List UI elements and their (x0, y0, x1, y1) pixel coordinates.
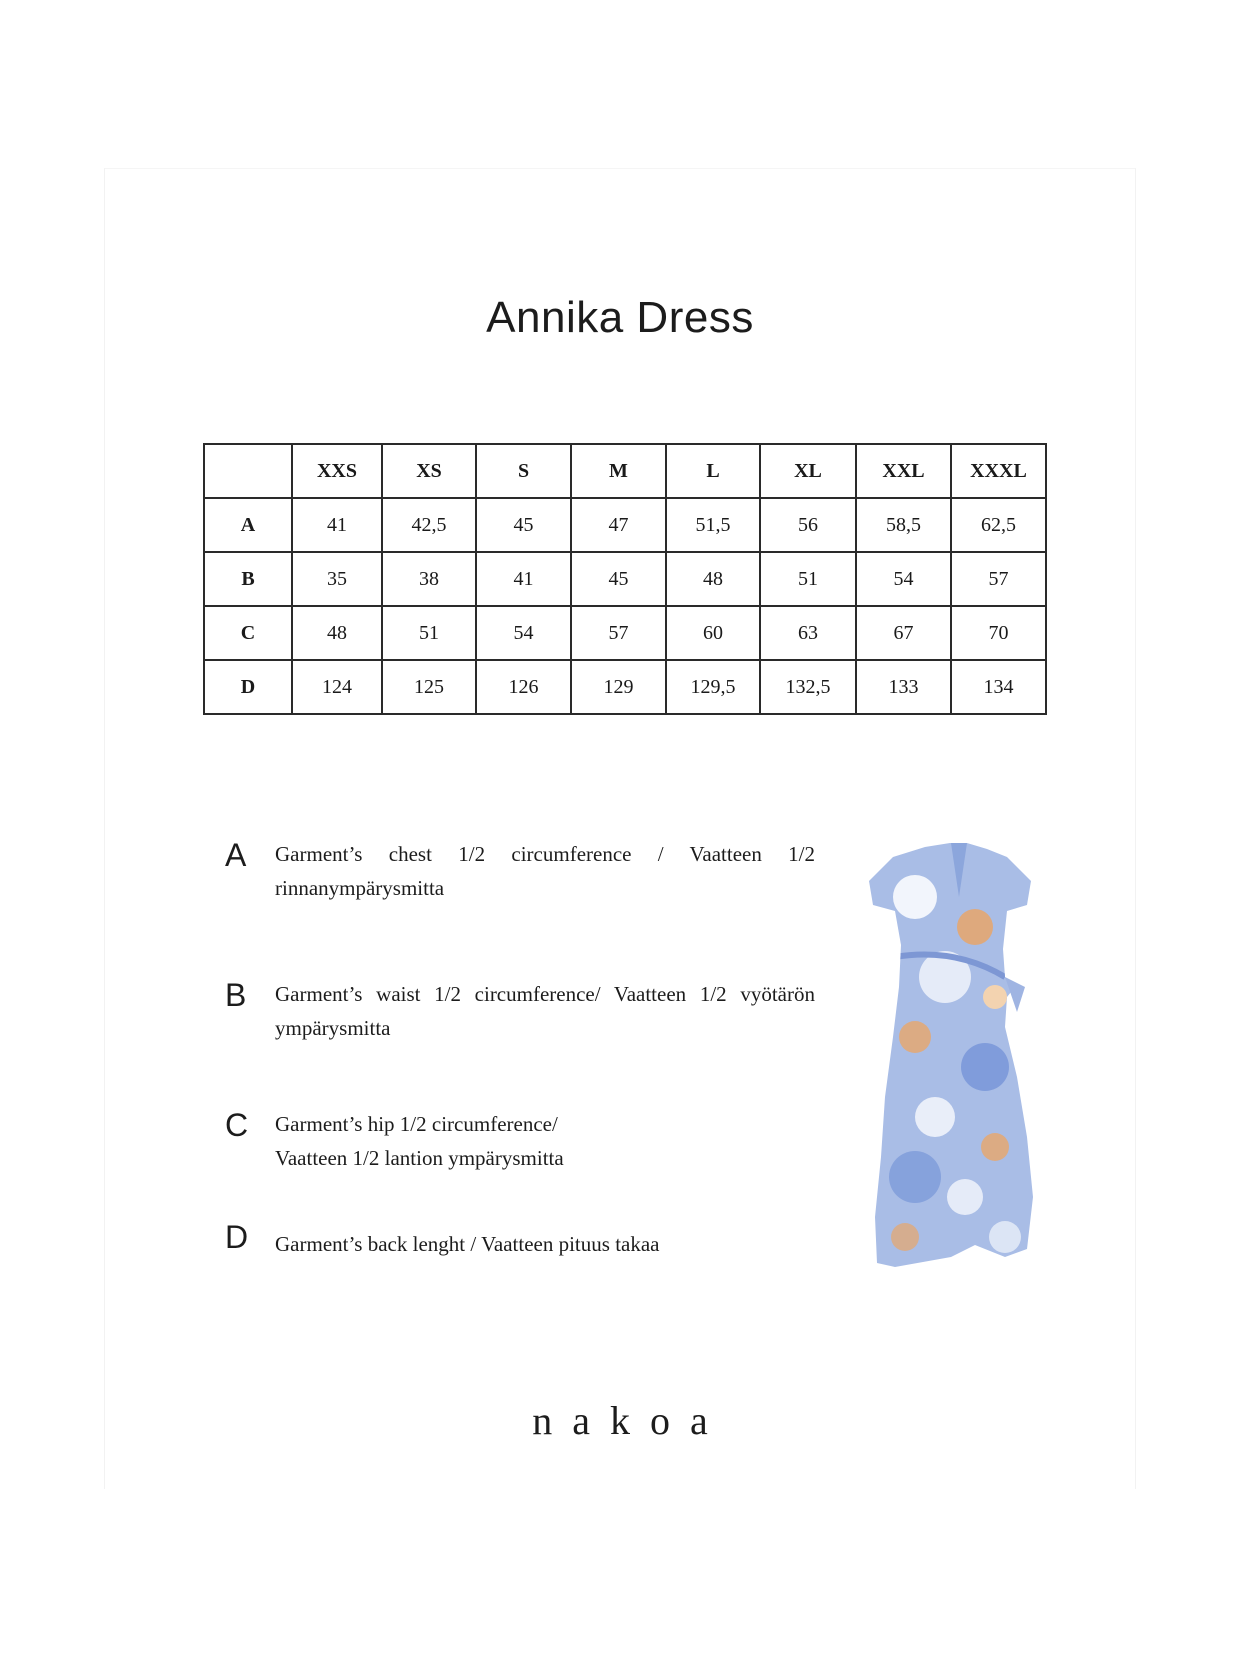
table-cell: 125 (382, 660, 476, 714)
table-cell: 45 (571, 552, 666, 606)
table-cell: 47 (571, 498, 666, 552)
table-row-label: C (204, 606, 292, 660)
legend-text: Garment’s back lenght / Vaatteen pituus takaa (275, 1232, 660, 1256)
table-cell: 42,5 (382, 498, 476, 552)
table-cell: 51 (382, 606, 476, 660)
table-row (204, 552, 1046, 606)
table-cell: 67 (856, 606, 951, 660)
table-cell: 45 (476, 498, 571, 552)
table-header-cell: XXL (856, 444, 951, 498)
table-header-cell: L (666, 444, 760, 498)
table-header-cell: S (476, 444, 571, 498)
table-cell: 124 (292, 660, 382, 714)
table-cell: 48 (292, 606, 382, 660)
table-row-label: B (204, 552, 292, 606)
legend-letter: B (225, 977, 247, 1013)
table-cell: 35 (292, 552, 382, 606)
table-cell: 133 (856, 660, 951, 714)
table-cell: 60 (666, 606, 760, 660)
legend-text: Garment’s waist 1/2 circumference/ Vaatteen 1/2 vyötärön ympärysmitta (275, 982, 815, 1040)
table-header-cell: XS (382, 444, 476, 498)
table-cell: 41 (292, 498, 382, 552)
table-cell: 48 (666, 552, 760, 606)
size-guide-card (104, 168, 1136, 1489)
table-cell: 126 (476, 660, 571, 714)
table-row (204, 606, 1046, 660)
table-cell: 132,5 (760, 660, 856, 714)
legend-letter: A (225, 837, 247, 873)
table-row (204, 660, 1046, 714)
table-header-cell: XL (760, 444, 856, 498)
legend-text: Garment’s chest 1/2 circumference / Vaatteen 1/2 rinnanympärysmitta (275, 842, 815, 900)
table-cell: 54 (476, 606, 571, 660)
floral-wrap-dress-icon (855, 837, 1055, 1267)
brand-logo: nakoa (532, 1398, 728, 1443)
table-cell: 134 (951, 660, 1046, 714)
table-row-label: A (204, 498, 292, 552)
table-cell: 129,5 (666, 660, 760, 714)
table-header-cell: XXS (292, 444, 382, 498)
table-header-corner (204, 444, 292, 498)
table-cell: 38 (382, 552, 476, 606)
size-table (203, 443, 1047, 715)
table-cell: 51 (760, 552, 856, 606)
legend-letter: D (225, 1219, 249, 1255)
table-cell: 63 (760, 606, 856, 660)
table-cell: 62,5 (951, 498, 1046, 552)
table-header-cell: M (571, 444, 666, 498)
table-cell: 57 (951, 552, 1046, 606)
table-cell: 57 (571, 606, 666, 660)
legend-letter: C (225, 1107, 249, 1143)
page-title: Annika Dress (486, 293, 754, 342)
table-row (204, 498, 1046, 552)
table-cell: 56 (760, 498, 856, 552)
table-cell: 129 (571, 660, 666, 714)
table-cell: 51,5 (666, 498, 760, 552)
table-cell: 70 (951, 606, 1046, 660)
table-cell: 54 (856, 552, 951, 606)
table-cell: 41 (476, 552, 571, 606)
legend-text: Garment’s hip 1/2 circumference/ Vaatteen 1/2 lantion ympärysmitta (275, 1112, 564, 1170)
table-cell: 58,5 (856, 498, 951, 552)
table-row-label: D (204, 660, 292, 714)
table-header-cell: XXXL (951, 444, 1046, 498)
table-header-row (204, 444, 1046, 498)
